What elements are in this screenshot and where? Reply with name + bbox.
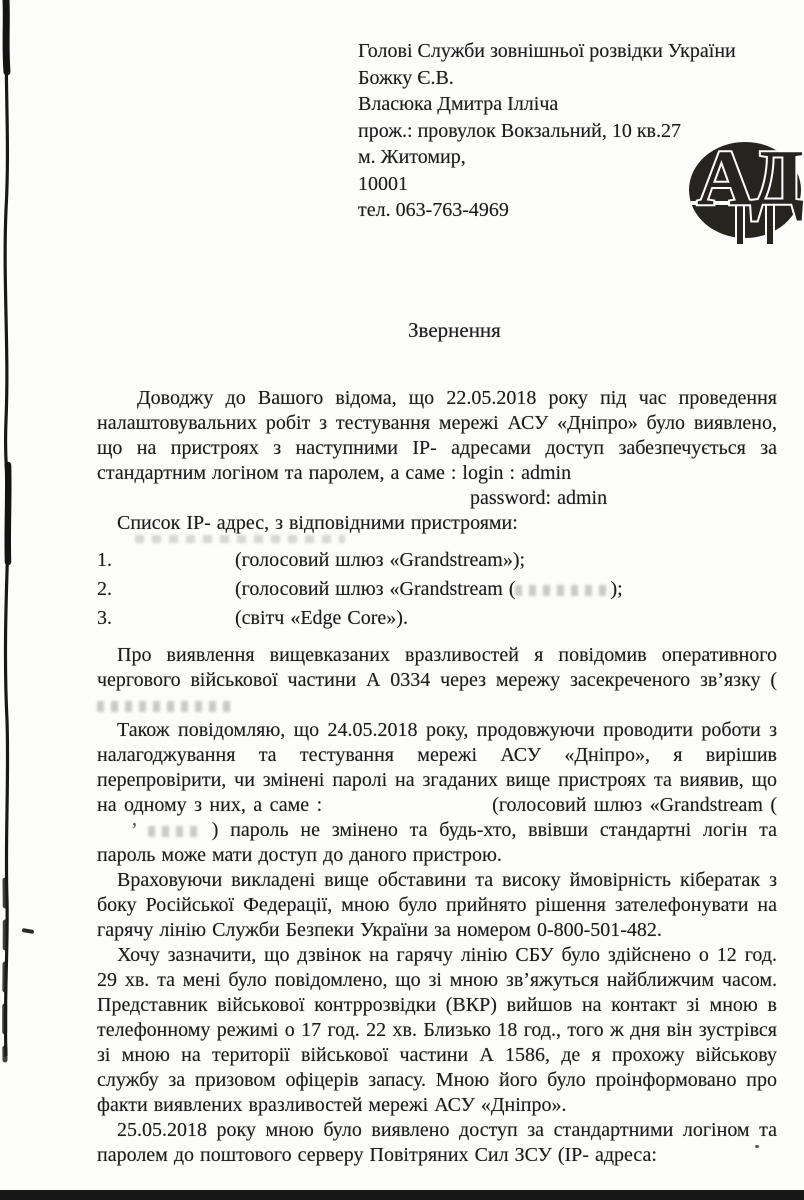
password-credential-line: password: admin: [470, 487, 608, 509]
recipient-line: м. Житомир,: [358, 146, 466, 168]
recipient-line: прож.: провулок Вокзальний, 10 кв.27: [358, 119, 681, 142]
recipient-line: Божку Є.В.: [358, 66, 454, 89]
paragraph-call-details-text: Хочу зазначити, що дзвінок на гарячу лінію СБУ було здійснено о 12 год. 29 хв. та мені було повідомлено, що зі мною зв’яжуться найближчим часом. Представник військової контррозвідки (ВКР) вийшов на контакт зі мною в телефонному режимі о 17 год. 22 хв. Близько 18 год., того ж дня він зустрівся зі мною на території військової частини А 1586, де я прохожу військову службу за призовом офіцерів запасу. Мною його було проінформовано про факти виявлених вразливостей мережі АСУ «Дніпро».: [97, 944, 777, 1116]
paragraph-call-details: [97, 943, 777, 1118]
watermark-text: АД: [697, 134, 801, 221]
paragraph-decision: [97, 868, 777, 943]
redaction-ghost: [135, 535, 345, 543]
list-item-number: 2.: [97, 578, 112, 600]
list-item-number: 1.: [97, 549, 112, 571]
scan-tick-mark: ’: [131, 819, 137, 841]
list-item: [97, 604, 777, 633]
paragraph-report-text: Про виявлення вищевказаних вразливостей я повідомив оперативного чергового військової частини А 0334 через мережу засекреченого зв’язку (: [97, 644, 777, 691]
device-label-post: );: [610, 578, 623, 600]
ip-list-heading: [97, 511, 777, 536]
paragraph-intro: [97, 386, 777, 486]
list-item: [97, 546, 777, 575]
redacted-model-blur: [148, 826, 200, 837]
device-label: (голосовий шлюз «Grandstream»);: [235, 549, 526, 571]
redacted-ip-blur: [119, 546, 235, 575]
redacted-ip-blur: [119, 604, 235, 633]
document-body: [97, 386, 777, 1168]
device-label-pre: (голосовий шлюз «Grandstream (: [235, 578, 516, 600]
paragraph-recheck-mid: (голосовий шлюз «Grandstream (: [492, 794, 777, 816]
paragraph-decision-text: Враховуючи викладені вище обставини та високу ймовірність кібератак з боку Російської Федерації, мною було прийнято рішення зателефонувати на гарячу лінію Служби Безпеки України за номером 0-800-501-482.: [97, 869, 777, 941]
paragraph-report: [97, 643, 777, 718]
paragraph-intro-text: Доводжу до Вашого відома, що 22.05.2018 року під час проведення налаштовувальних робіт з тестування мережі АСУ «Дніпро» було виявлено, що на пристроях з наступними ІР- адресами доступ забезпечується за стандартним логіном та паролем, а саме : login : admin: [97, 387, 777, 484]
ip-list-heading-text: Список ІР- адрес, з відповідними пристроями:: [117, 512, 518, 534]
redacted-model-blur: [515, 585, 610, 596]
ad-watermark-logo: [689, 134, 804, 260]
recipient-line: Голові Служби зовнішньої розвідки України: [358, 40, 736, 62]
paragraph-recheck-post: ) пароль не змінено та будь-хто, ввівши стандартні логін та пароль може мати доступ до даного пристрою.: [97, 819, 778, 866]
recipient-line: 10001: [358, 172, 408, 195]
scan-edge-artifact: [0, 0, 24, 1100]
paragraph-recheck-pre: Також повідомляю, що 24.05.2018 року, продовжуючи проводити роботи з налагоджування та тестування мережі АСУ «Дніпро», я вирішив перепровірити, чи змінені паролі на згаданих вище пристроях та виявив, що на одному з них, а саме :: [97, 719, 777, 816]
paragraph-recheck: [97, 718, 777, 868]
recipient-line: тел. 063-763-4969: [358, 199, 509, 221]
document-title: Звернення: [408, 318, 501, 342]
bottom-scan-bar: [0, 1190, 804, 1200]
device-label: [235, 575, 623, 604]
list-item-number: 3.: [97, 607, 112, 629]
redacted-ip-blur: [119, 575, 235, 604]
scan-speck-dot: [755, 1145, 759, 1148]
recipient-line: Власюка Дмитра Ілліча: [358, 93, 559, 115]
ip-list: [97, 546, 777, 633]
list-item: [97, 575, 777, 604]
redacted-network-blur: [97, 701, 237, 712]
device-label: (світч «Edge Core»).: [235, 607, 408, 629]
paragraph-mail-server: [97, 1118, 777, 1168]
paragraph-mail-server-text: 25.05.2018 року мною було виявлено доступ за стандартними логіном та паролем до поштового серверу Повітряних Сил ЗСУ (ІР- адреса:: [97, 1119, 777, 1166]
